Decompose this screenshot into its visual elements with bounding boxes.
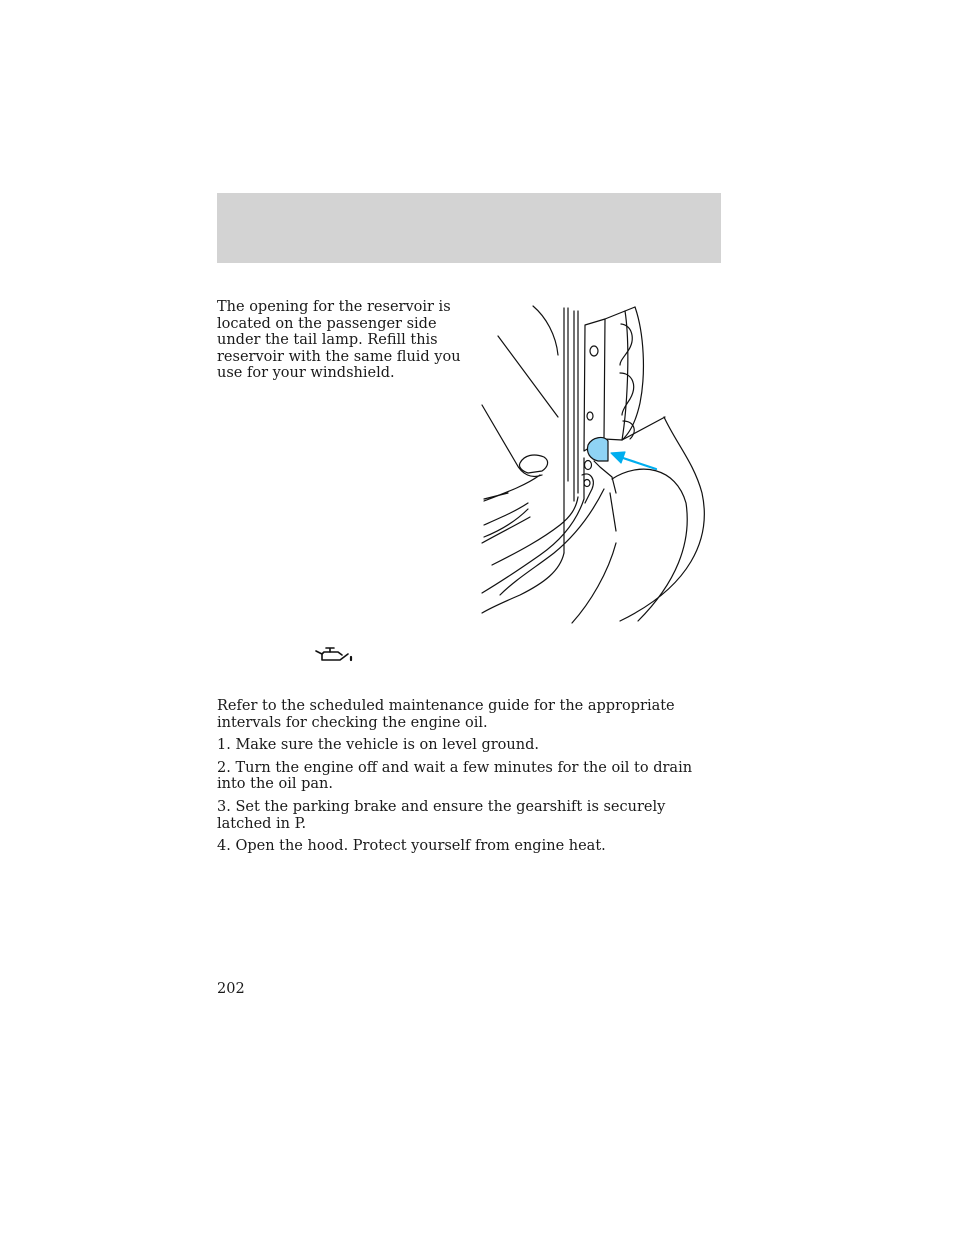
body-curve (482, 517, 530, 543)
pointer-arrow (620, 457, 656, 469)
pointer-arrow-head (611, 452, 625, 463)
lamp-housing (620, 324, 632, 365)
lamp-housing (584, 319, 605, 451)
bolt-hole (585, 461, 592, 470)
body-curve (594, 461, 616, 493)
oil-check-intro: Refer to the scheduled maintenance guide for the appropriate intervals for checking the engine oil. (217, 698, 675, 731)
body-curve (620, 417, 704, 621)
bolt-hole (590, 346, 598, 356)
reservoir-location-diagram (480, 303, 710, 625)
pillar-line (533, 306, 558, 355)
oil-step: 1. Make sure the vehicle is on level ground. (217, 737, 539, 754)
trunk-edge (482, 405, 542, 477)
body-curve (500, 489, 604, 595)
body-curve (482, 458, 584, 593)
section-header-band (217, 193, 721, 263)
oil-step: 2. Turn the engine off and wait a few minutes for the oil to drain into the oil pan. (217, 759, 693, 793)
trunk-edge (498, 336, 558, 417)
lamp-housing (605, 307, 635, 319)
body-curve (612, 469, 687, 621)
body-curve (610, 493, 616, 531)
engine-oil-instructions (217, 698, 722, 861)
oil-step: 4. Open the hood. Protect yourself from engine heat. (217, 838, 606, 855)
body-curve (482, 553, 564, 613)
oil-can-icon (314, 645, 354, 663)
reservoir-cap (587, 438, 608, 461)
bolt-hole (587, 412, 593, 420)
bolt-hole (584, 480, 590, 487)
body-curve (484, 509, 528, 537)
page-number: 202 (217, 981, 245, 997)
trim-pad (519, 455, 547, 473)
oil-step: 3. Set the parking brake and ensure the gearshift is securely latched in P. (217, 798, 666, 832)
reservoir-location-text: The opening for the reservoir is located on the passenger side under the tail lamp. Refill this reservoir with the same fluid you use for your windshield. (217, 299, 461, 382)
body-curve (572, 543, 616, 623)
